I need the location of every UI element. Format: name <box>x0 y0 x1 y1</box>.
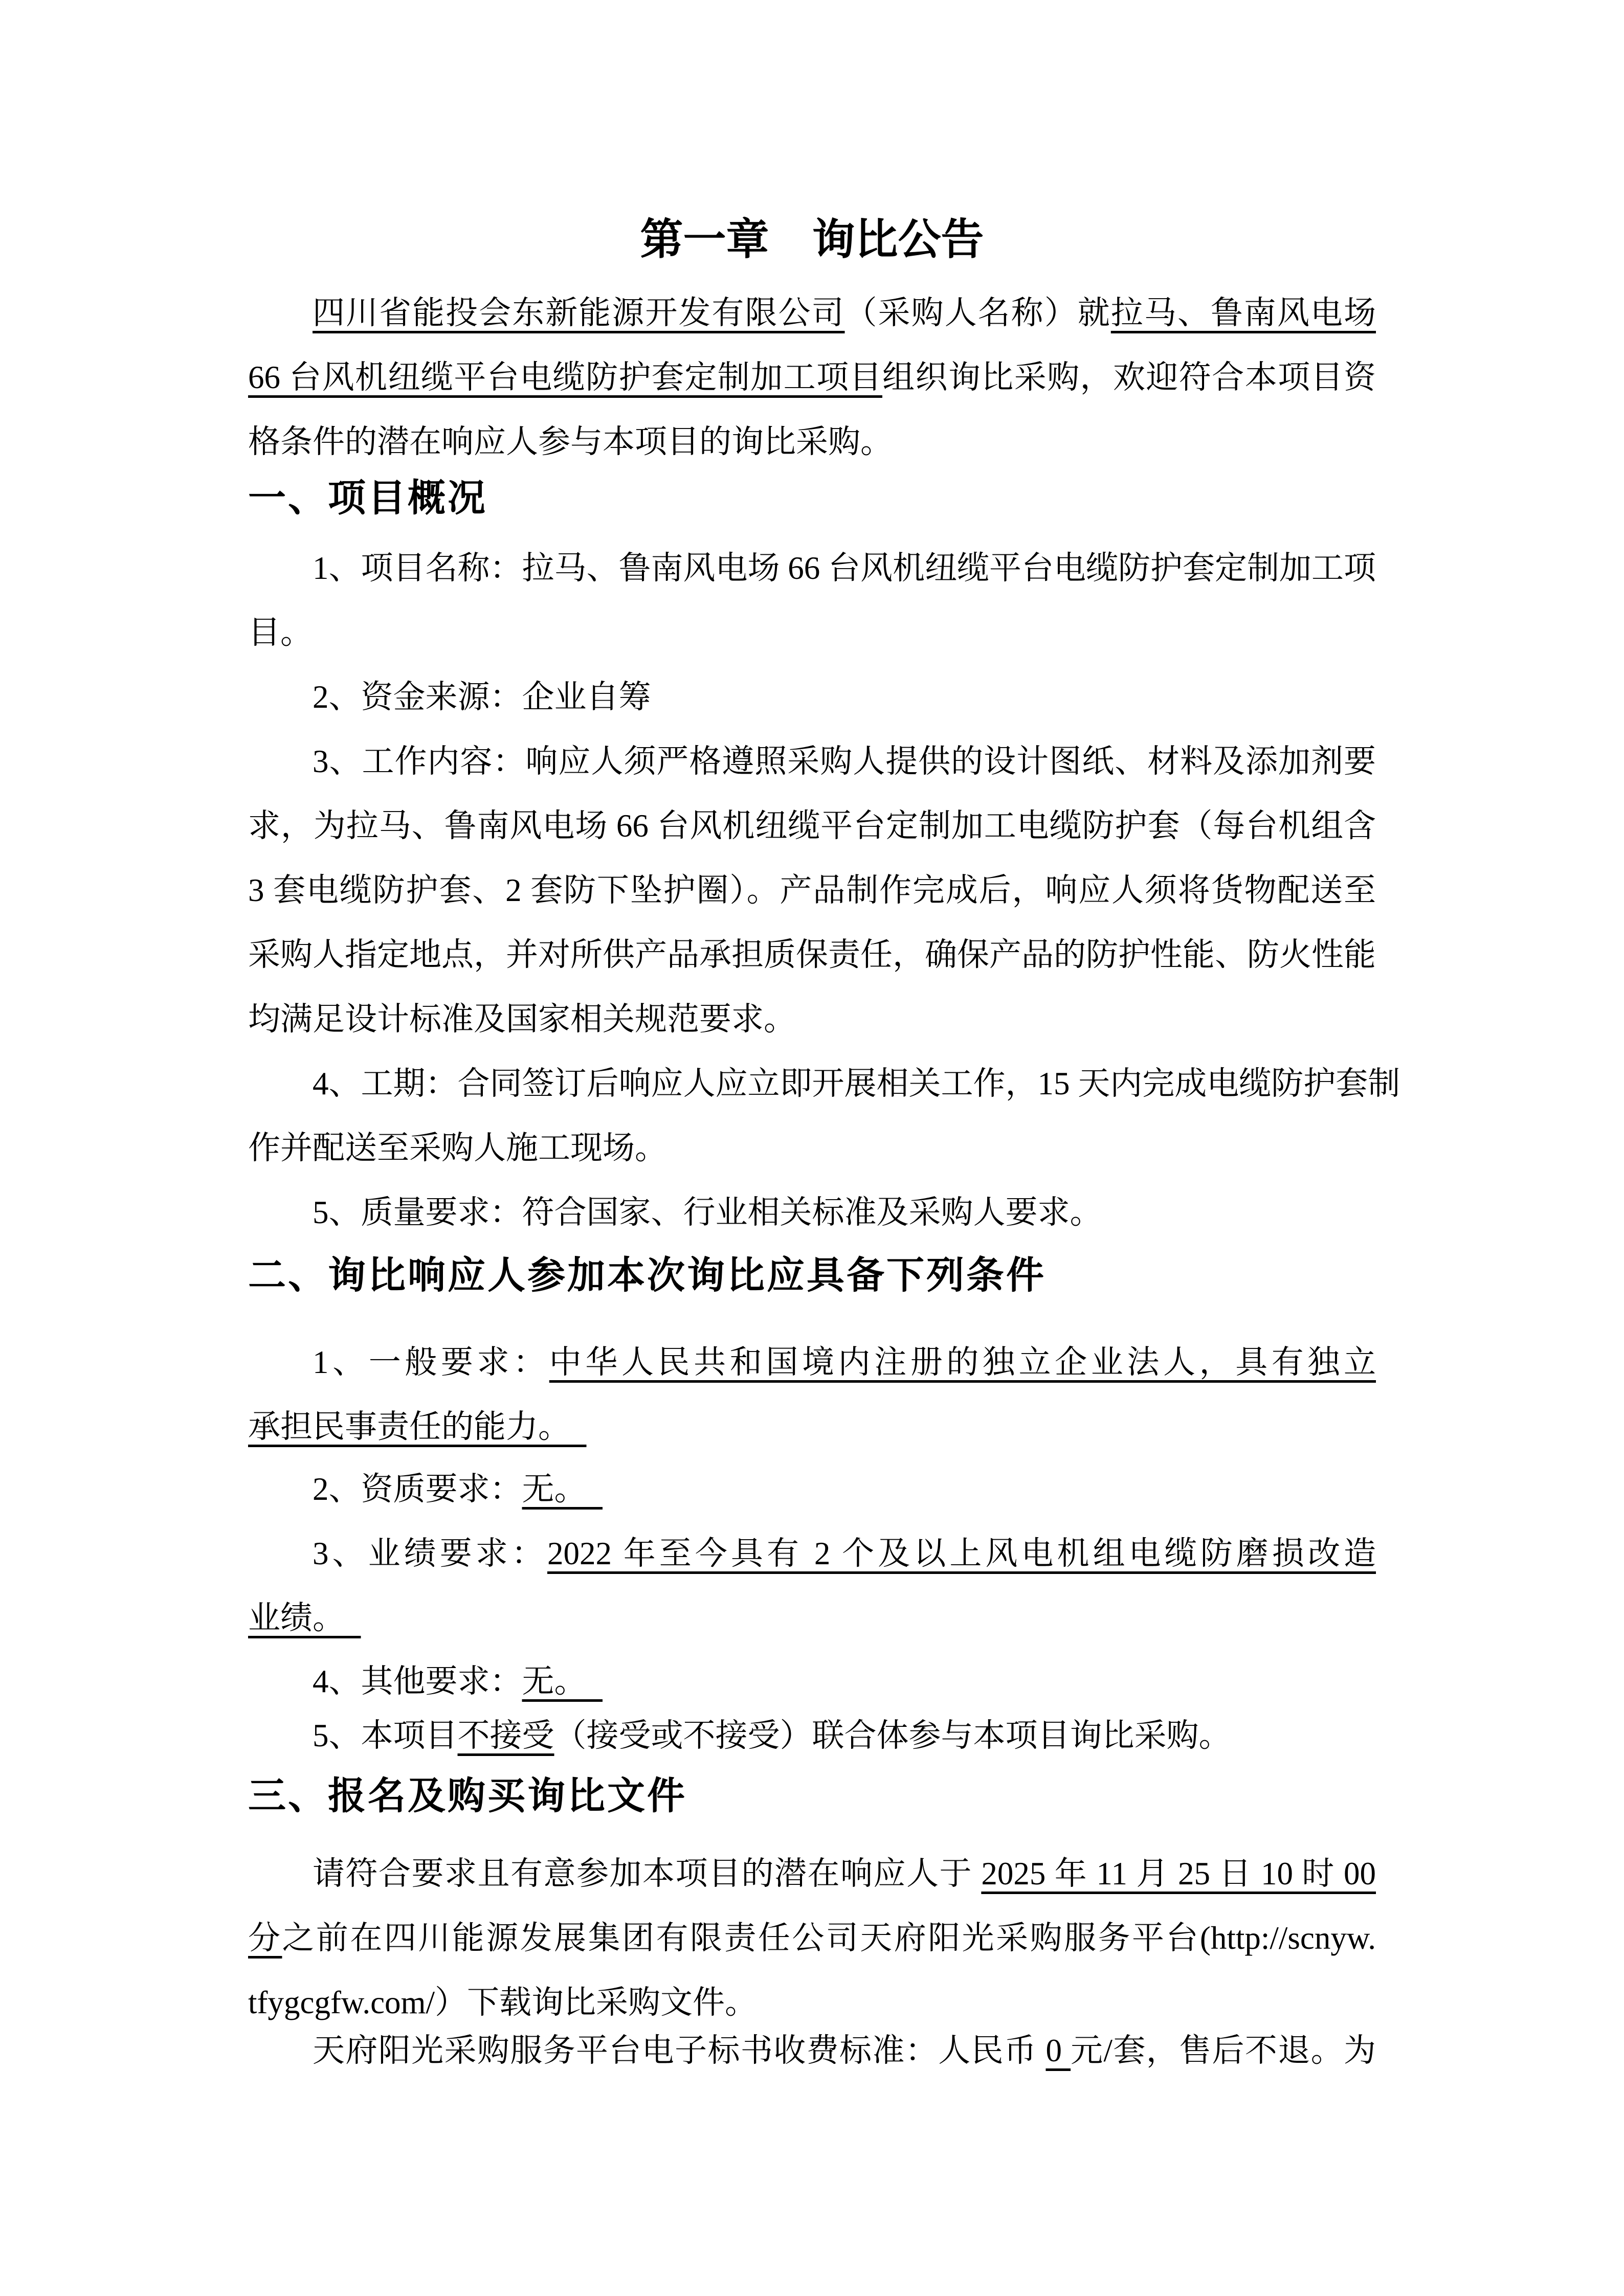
text-line <box>248 600 1376 665</box>
text-line <box>248 665 1376 729</box>
text-run: 求，为拉马、鲁南风电场 66 台风机纽缆平台定制加工电缆防护套（每台机组含 <box>248 808 1376 844</box>
text-run: （接受或不接受）联合体参与本项目询比采购。 <box>554 1718 1231 1753</box>
underlined-text: 无。 <box>522 1663 603 1699</box>
text-line <box>248 794 1376 858</box>
text-line <box>248 1906 1376 1970</box>
text-line <box>248 987 1376 1051</box>
text-run: 之前在四川能源发展集团有限责任公司天府阳光采购服务平台(http://scnyw. <box>282 1920 1376 1956</box>
section-1-heading: 一、项目概况 <box>248 478 487 520</box>
text-line <box>248 1841 1376 1906</box>
chapter-title: 第一章 询比公告 <box>640 216 984 264</box>
project-name-item <box>248 536 1376 665</box>
text-line <box>248 281 1376 345</box>
section-3-heading: 三、报名及购买询比文件 <box>248 1775 687 1817</box>
underlined-text: 分 <box>248 1920 282 1956</box>
text-run: 目。 <box>248 615 313 650</box>
duration-item <box>248 1051 1400 1180</box>
text-run: 3、业绩要求： <box>313 1536 547 1571</box>
performance-requirement-item <box>248 1521 1376 1650</box>
quality-requirement-item <box>248 1180 1376 1245</box>
text-run: 3、工作内容：响应人须严格遵照采购人提供的设计图纸、材料及添加剂要 <box>313 744 1376 779</box>
text-run: 2、资金来源：企业自筹 <box>313 679 651 715</box>
text-line <box>248 1703 1376 1768</box>
text-run: 请符合要求且有意参加本项目的潜在响应人于 <box>313 1856 982 1892</box>
underlined-text: 无。 <box>522 1471 603 1507</box>
text-line <box>248 858 1376 922</box>
consortium-item <box>248 1703 1376 1768</box>
underlined-text: 0 <box>1045 2033 1071 2068</box>
text-line <box>248 922 1376 987</box>
underlined-text: 不接受 <box>457 1718 554 1753</box>
text-line <box>248 1521 1376 1586</box>
text-line <box>248 1457 1376 1521</box>
text-line <box>248 729 1376 794</box>
text-line <box>248 1180 1376 1245</box>
intro-paragraph <box>248 281 1376 474</box>
section-2-heading: 二、询比响应人参加本次询比应具备下列条件 <box>248 1255 1046 1297</box>
underlined-text: 拉马、鲁南风电场 <box>1110 295 1376 331</box>
text-run: 2、资质要求： <box>313 1471 522 1507</box>
text-line <box>248 345 1376 410</box>
text-run: （采购人名称）就 <box>844 295 1111 331</box>
general-requirement-item <box>248 1330 1376 1459</box>
underlined-text: 2025 年 11 月 25 日 10 时 00 <box>981 1856 1376 1892</box>
underlined-text: 业绩。 <box>248 1600 361 1636</box>
text-run: 元/套，售后不退。为 <box>1071 2033 1376 2068</box>
text-run: 4、其他要求： <box>313 1663 522 1699</box>
text-line <box>248 1051 1400 1116</box>
text-run: 3 套电缆防护套、2 套防下坠护圈）。产品制作完成后，响应人须将货物配送至 <box>248 872 1376 908</box>
underlined-text: 中华人民共和国境内注册的独立企业法人，具有独立 <box>549 1344 1376 1380</box>
text-run: 1、项目名称：拉马、鲁南风电场 66 台风机纽缆平台电缆防护套定制加工项 <box>313 550 1376 586</box>
fee-paragraph <box>248 2018 1376 2083</box>
text-run: 作并配送至采购人施工现场。 <box>248 1130 667 1166</box>
registration-paragraph <box>248 1841 1376 2035</box>
work-content-item <box>248 729 1376 1051</box>
text-line <box>248 1394 1376 1459</box>
funding-source-item <box>248 665 1376 729</box>
text-run: 5、本项目 <box>313 1718 458 1753</box>
text-line <box>248 1330 1376 1394</box>
text-run: 组织询比采购，欢迎符合本项目资 <box>882 359 1376 395</box>
text-run: tfygcgfw.com/）下载询比采购文件。 <box>248 1985 758 2020</box>
text-run: 5、质量要求：符合国家、行业相关标准及采购人要求。 <box>313 1195 1102 1230</box>
text-run: 格条件的潜在响应人参与本项目的询比采购。 <box>248 424 893 460</box>
text-run: 4、工期：合同签订后响应人应立即开展相关工作，15 天内完成电缆防护套制 <box>313 1066 1400 1101</box>
text-line <box>248 1116 1376 1180</box>
underlined-text: 承担民事责任的能力。 <box>248 1409 587 1445</box>
text-run: 天府阳光采购服务平台电子标书收费标准：人民币 <box>313 2033 1046 2068</box>
text-run: 1、一般要求： <box>313 1344 549 1380</box>
underlined-text: 2022 年至今具有 2 个及以上风电机组电缆防磨损改造 <box>547 1536 1376 1571</box>
text-line <box>248 536 1376 600</box>
text-line <box>248 410 1376 474</box>
text-run: 均满足设计标准及国家相关规范要求。 <box>248 1001 796 1037</box>
underlined-text: 66 台风机纽缆平台电缆防护套定制加工项目 <box>248 359 882 395</box>
underlined-text: 四川省能投会东新能源开发有限公司 <box>313 295 845 331</box>
text-line <box>248 2018 1376 2083</box>
text-line <box>248 1586 1376 1650</box>
qualification-requirement-item <box>248 1457 1376 1521</box>
text-run: 采购人指定地点，并对所供产品承担质保责任，确保产品的防护性能、防火性能 <box>248 937 1376 973</box>
